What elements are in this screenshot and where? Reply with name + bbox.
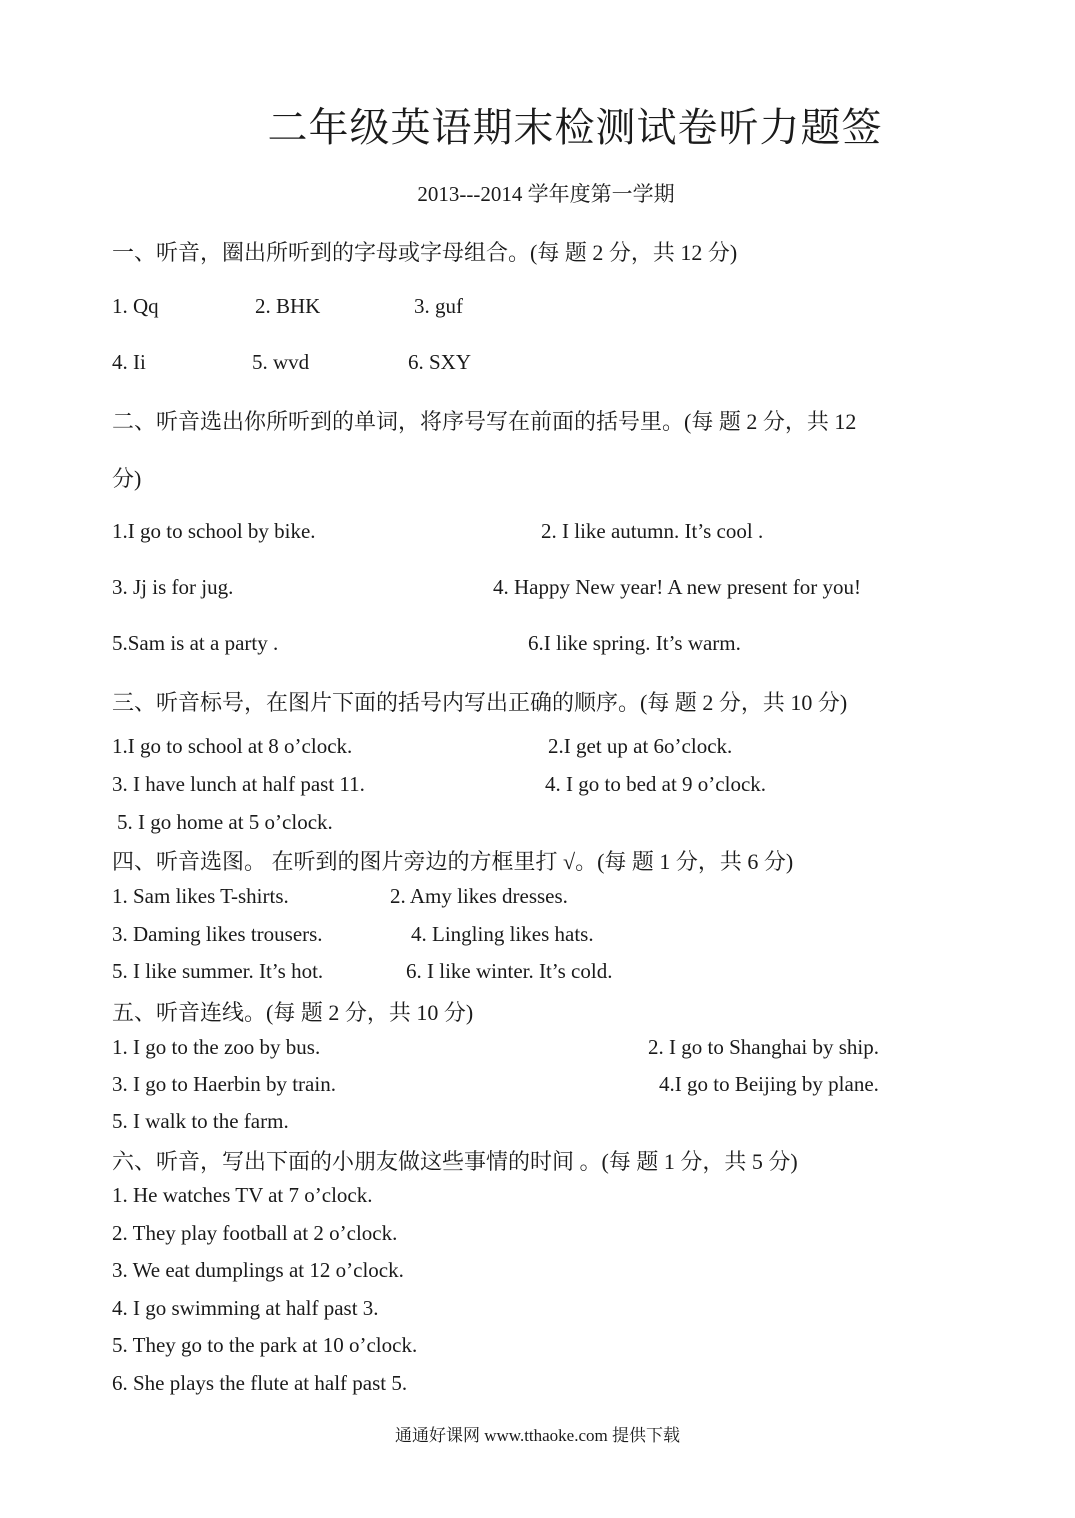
section-2-item: 6.I like spring. It’s warm. [528, 631, 741, 655]
page-subtitle: 2013---2014 学年度第一学期 [417, 182, 675, 206]
section-5-item: 3. I go to Haerbin by train. [112, 1072, 336, 1096]
section-6-item: 1. He watches TV at 7 o’clock. [112, 1183, 373, 1207]
section-3-item: 5. I go home at 5 o’clock. [117, 810, 333, 834]
section-2-item: 5.Sam is at a party . [112, 631, 279, 655]
section-4-item: 1. Sam likes T-shirts. [112, 884, 289, 908]
section-1-item: 1. Qq [112, 294, 159, 318]
section-5-item: 1. I go to the zoo by bus. [112, 1035, 321, 1059]
section-6-item: 6. She plays the flute at half past 5. [112, 1371, 408, 1395]
section-1-heading: 一、听音，圈出所听到的字母或字母组合。(每 题 2 分，共 12 分) [112, 240, 738, 265]
section-2-item: 1.I go to school by bike. [112, 519, 316, 543]
section-4-item: 5. I like summer. It’s hot. [112, 959, 324, 983]
section-6-heading: 六、听音，写出下面的小朋友做这些事情的时间 。(每 题 1 分，共 5 分) [112, 1149, 798, 1174]
page-title: 二年级英语期末检测试卷听力题签 [267, 105, 883, 150]
section-4-item: 2. Amy likes dresses. [390, 884, 568, 908]
section-2-item: 4. Happy New year! A new present for you! [493, 575, 861, 599]
section-2-heading-cont: 分) [112, 466, 142, 491]
section-2-item: 2. I like autumn. It’s cool . [541, 519, 764, 543]
section-4-item: 6. I like winter. It’s cold. [406, 959, 613, 983]
section-4-item: 3. Daming likes trousers. [112, 922, 323, 946]
section-1-item: 5. wvd [252, 350, 310, 374]
page-footer: 通通好课网 www.tthaoke.com 提供下载 [394, 1426, 681, 1445]
section-1-item: 2. BHK [255, 294, 321, 318]
section-6-item: 4. I go swimming at half past 3. [112, 1296, 379, 1320]
section-1-item: 6. SXY [408, 350, 472, 374]
section-6-item: 5. They go to the park at 10 o’clock. [112, 1333, 418, 1357]
section-3-item: 4. I go to bed at 9 o’clock. [545, 772, 767, 796]
section-6-item: 3. We eat dumplings at 12 o’clock. [112, 1258, 404, 1282]
section-4-item: 4. Lingling likes hats. [411, 922, 594, 946]
section-5-item: 5. I walk to the farm. [112, 1109, 289, 1133]
section-3-item: 1.I go to school at 8 o’clock. [112, 734, 353, 758]
section-1-item: 4. Ii [112, 350, 146, 374]
section-2-heading: 二、听音选出你所听到的单词，将序号写在前面的括号里。(每 题 2 分，共 12 [112, 409, 857, 434]
section-3-item: 2.I get up at 6o’clock. [548, 734, 733, 758]
section-6-item: 2. They play football at 2 o’clock. [112, 1221, 398, 1245]
section-3-heading: 三、听音标号，在图片下面的括号内写出正确的顺序。(每 题 2 分，共 10 分) [112, 690, 848, 715]
section-5-item: 4.I go to Beijing by plane. [659, 1072, 879, 1096]
section-4-heading: 四、听音选图。 在听到的图片旁边的方框里打 √。(每 题 1 分，共 6 分) [112, 849, 794, 874]
section-3-item: 3. I have lunch at half past 11. [112, 772, 365, 796]
section-5-item: 2. I go to Shanghai by ship. [648, 1035, 879, 1059]
section-1-item: 3. guf [414, 294, 463, 318]
section-2-item: 3. Jj is for jug. [112, 575, 234, 599]
section-5-heading: 五、听音连线。(每 题 2 分，共 10 分) [112, 1000, 474, 1025]
